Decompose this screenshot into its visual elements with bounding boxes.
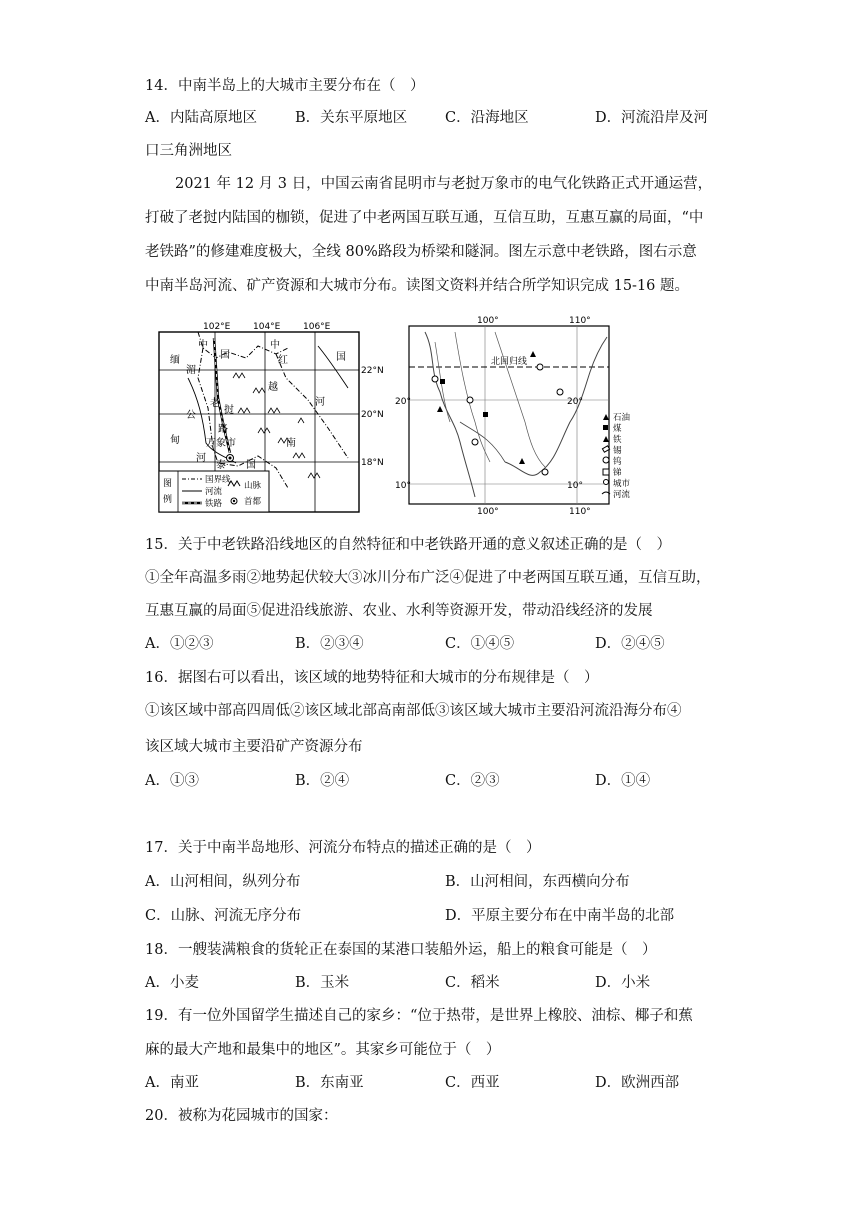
lon-label-100-top: 100°	[477, 316, 499, 326]
q16-statements-line-2: 该区域大城市主要沿矿产资源分布	[145, 739, 363, 755]
place-nan: 南	[286, 438, 296, 449]
place-mei: 湄	[186, 365, 196, 376]
question-19-stem-cont: 麻的最大产地和最集中的地区”。其家乡可能位于（ ）	[145, 1042, 501, 1058]
lat-label-10-left: 10°	[395, 481, 411, 491]
place-dian: 甸	[170, 435, 180, 446]
legend-title-tu: 图	[163, 479, 173, 489]
lat-label-20-left: 20°	[395, 397, 411, 407]
lat-label-22: 22°N	[361, 366, 384, 376]
place-lao: 老	[210, 398, 220, 409]
q16-statements-line-1: ①该区域中部高四周低②该区域北部高南部低③该区域大城市主要沿河流沿海分布④	[145, 703, 682, 719]
place-guo-2: 国	[336, 352, 346, 363]
lat-label-10-right: 10°	[567, 481, 583, 491]
q14-option-a: A．内陆高原地区	[145, 110, 257, 126]
place-guo-3: 国	[246, 460, 256, 471]
q18-option-d: D．小米	[595, 975, 651, 991]
q18-option-c: C．稻米	[445, 975, 500, 991]
q16-option-b: B．②④	[295, 773, 350, 789]
question-20-stem: 20．被称为花园城市的国家：	[145, 1108, 338, 1124]
legend-antimony: 锑	[613, 468, 622, 478]
q19-option-c: C．西亚	[445, 1075, 500, 1091]
q15-option-a: A．①②③	[145, 636, 214, 652]
place-he-2: 河	[315, 397, 325, 408]
legend-mountain: 山脉	[244, 481, 262, 491]
legend-oil: 石油	[613, 413, 631, 423]
question-14-stem: 14．中南半岛上的大城市主要分布在（ ）	[145, 78, 425, 94]
tropic-label: 北回归线	[491, 357, 528, 367]
legend-coal: 煤	[613, 424, 622, 434]
q14-option-c: C．沿海地区	[445, 110, 529, 126]
lon-label-106: 106°E	[303, 322, 331, 332]
map-indochina-resources	[395, 312, 655, 521]
lon-label-102: 102°E	[203, 322, 231, 332]
passage-line-3: 老铁路”的修建难度极大，全线 80%路段为桥梁和隧洞。图左示意中老铁路，图右示意	[145, 244, 697, 260]
place-he: 河	[196, 453, 206, 464]
legend-river: 河流	[613, 490, 631, 500]
q16-option-a: A．①③	[145, 773, 199, 789]
legend-tin: 锡	[613, 446, 622, 456]
place-gong: 公	[186, 410, 196, 421]
legend-city: 城市	[613, 479, 631, 489]
q16-option-d: D．①④	[595, 773, 651, 789]
place-mian: 缅	[170, 355, 180, 366]
q15-statements-line-2: 互惠互赢的局面⑤促进沿线旅游、农业、水利等资源开发，带动沿线经济的发展	[145, 603, 653, 619]
legend-capital: 首都	[244, 497, 262, 507]
q19-option-b: B．东南亚	[295, 1075, 364, 1091]
q15-option-b: B．②③④	[295, 636, 364, 652]
q17-option-d: D．平原主要分布在中南半岛的北部	[445, 908, 675, 924]
legend-tungsten: 钨	[613, 457, 622, 467]
lon-label-100-bottom: 100°	[477, 507, 499, 517]
place-zhong-1: 中	[198, 340, 208, 351]
passage-line-2: 打破了老挝内陆国的枷锁，促进了中老两国互联互通，互信互助，互惠互赢的局面，“中	[145, 210, 704, 226]
q18-option-a: A．小麦	[145, 975, 199, 991]
question-16-stem: 16．据图右可以看出，该区域的地势特征和大城市的分布规律是（ ）	[145, 670, 599, 686]
q17-option-b: B．山河相间，东西横向分布	[445, 874, 630, 890]
place-yue: 越	[268, 382, 278, 393]
legend-railway: 铁路	[205, 499, 223, 509]
lon-label-110-top: 110°	[569, 316, 591, 326]
q15-option-c: C．①④⑤	[445, 636, 515, 652]
legend-title-li: 例	[163, 495, 173, 505]
q14-option-d: D．河流沿岸及河	[595, 110, 709, 126]
q14-option-b: B．关东平原地区	[295, 110, 408, 126]
lat-label-20-right: 20°	[567, 397, 583, 407]
place-lu: 路	[218, 424, 228, 435]
q19-option-a: A．南亚	[145, 1075, 199, 1091]
question-18-stem: 18．一艘装满粮食的货轮正在泰国的某港口装船外运，船上的粮食可能是（ ）	[145, 942, 657, 958]
question-15-stem: 15．关于中老铁路沿线地区的自然特征和中老铁路开通的意义叙述正确的是（ ）	[145, 537, 671, 553]
lat-label-20: 20°N	[361, 410, 384, 420]
q18-option-b: B．玉米	[295, 975, 350, 991]
question-19-stem: 19．有一位外国留学生描述自己的家乡：“位于热带，是世界上橡胶、油棕、椰子和蕉	[145, 1008, 693, 1024]
q14-option-d-continued: 口三角洲地区	[145, 143, 232, 159]
place-wo: 挝	[224, 405, 234, 416]
legend-iron: 铁	[613, 435, 622, 445]
q16-option-c: C．②③	[445, 773, 500, 789]
passage-line-4: 中南半岛河流、矿产资源和大城市分布。读图文资料并结合所学知识完成 15-16 题。	[145, 278, 690, 294]
lon-label-104: 104°E	[253, 322, 281, 332]
question-17-stem: 17．关于中南半岛地形、河流分布特点的描述正确的是（ ）	[145, 840, 541, 856]
q17-option-a: A．山河相间，纵列分布	[145, 874, 301, 890]
legend-river: 河流	[205, 487, 223, 497]
place-hong: 红	[278, 355, 288, 366]
q15-option-d: D．②④⑤	[595, 636, 665, 652]
lon-label-110-bottom: 110°	[569, 507, 591, 517]
place-zhong-2: 中	[270, 340, 280, 351]
place-tai: 泰	[216, 460, 226, 471]
legend-border: 国界线	[205, 475, 231, 485]
q17-option-c: C．山脉、河流无序分布	[145, 908, 302, 924]
place-guo-1: 国	[220, 350, 230, 361]
passage-line-1: 2021 年 12 月 3 日，中国云南省昆明市与老挝万象市的电气化铁路正式开通运营，	[175, 176, 713, 192]
lat-label-18: 18°N	[361, 458, 384, 468]
q19-option-d: D．欧洲西部	[595, 1075, 680, 1091]
q15-statements-line-1: ①全年高温多雨②地势起伏较大③冰川分布广泛④促进了中老两国互联互通，互信互助，	[145, 570, 711, 586]
map-china-laos-railway	[158, 318, 384, 517]
place-vientiane: 万象市	[206, 438, 236, 449]
